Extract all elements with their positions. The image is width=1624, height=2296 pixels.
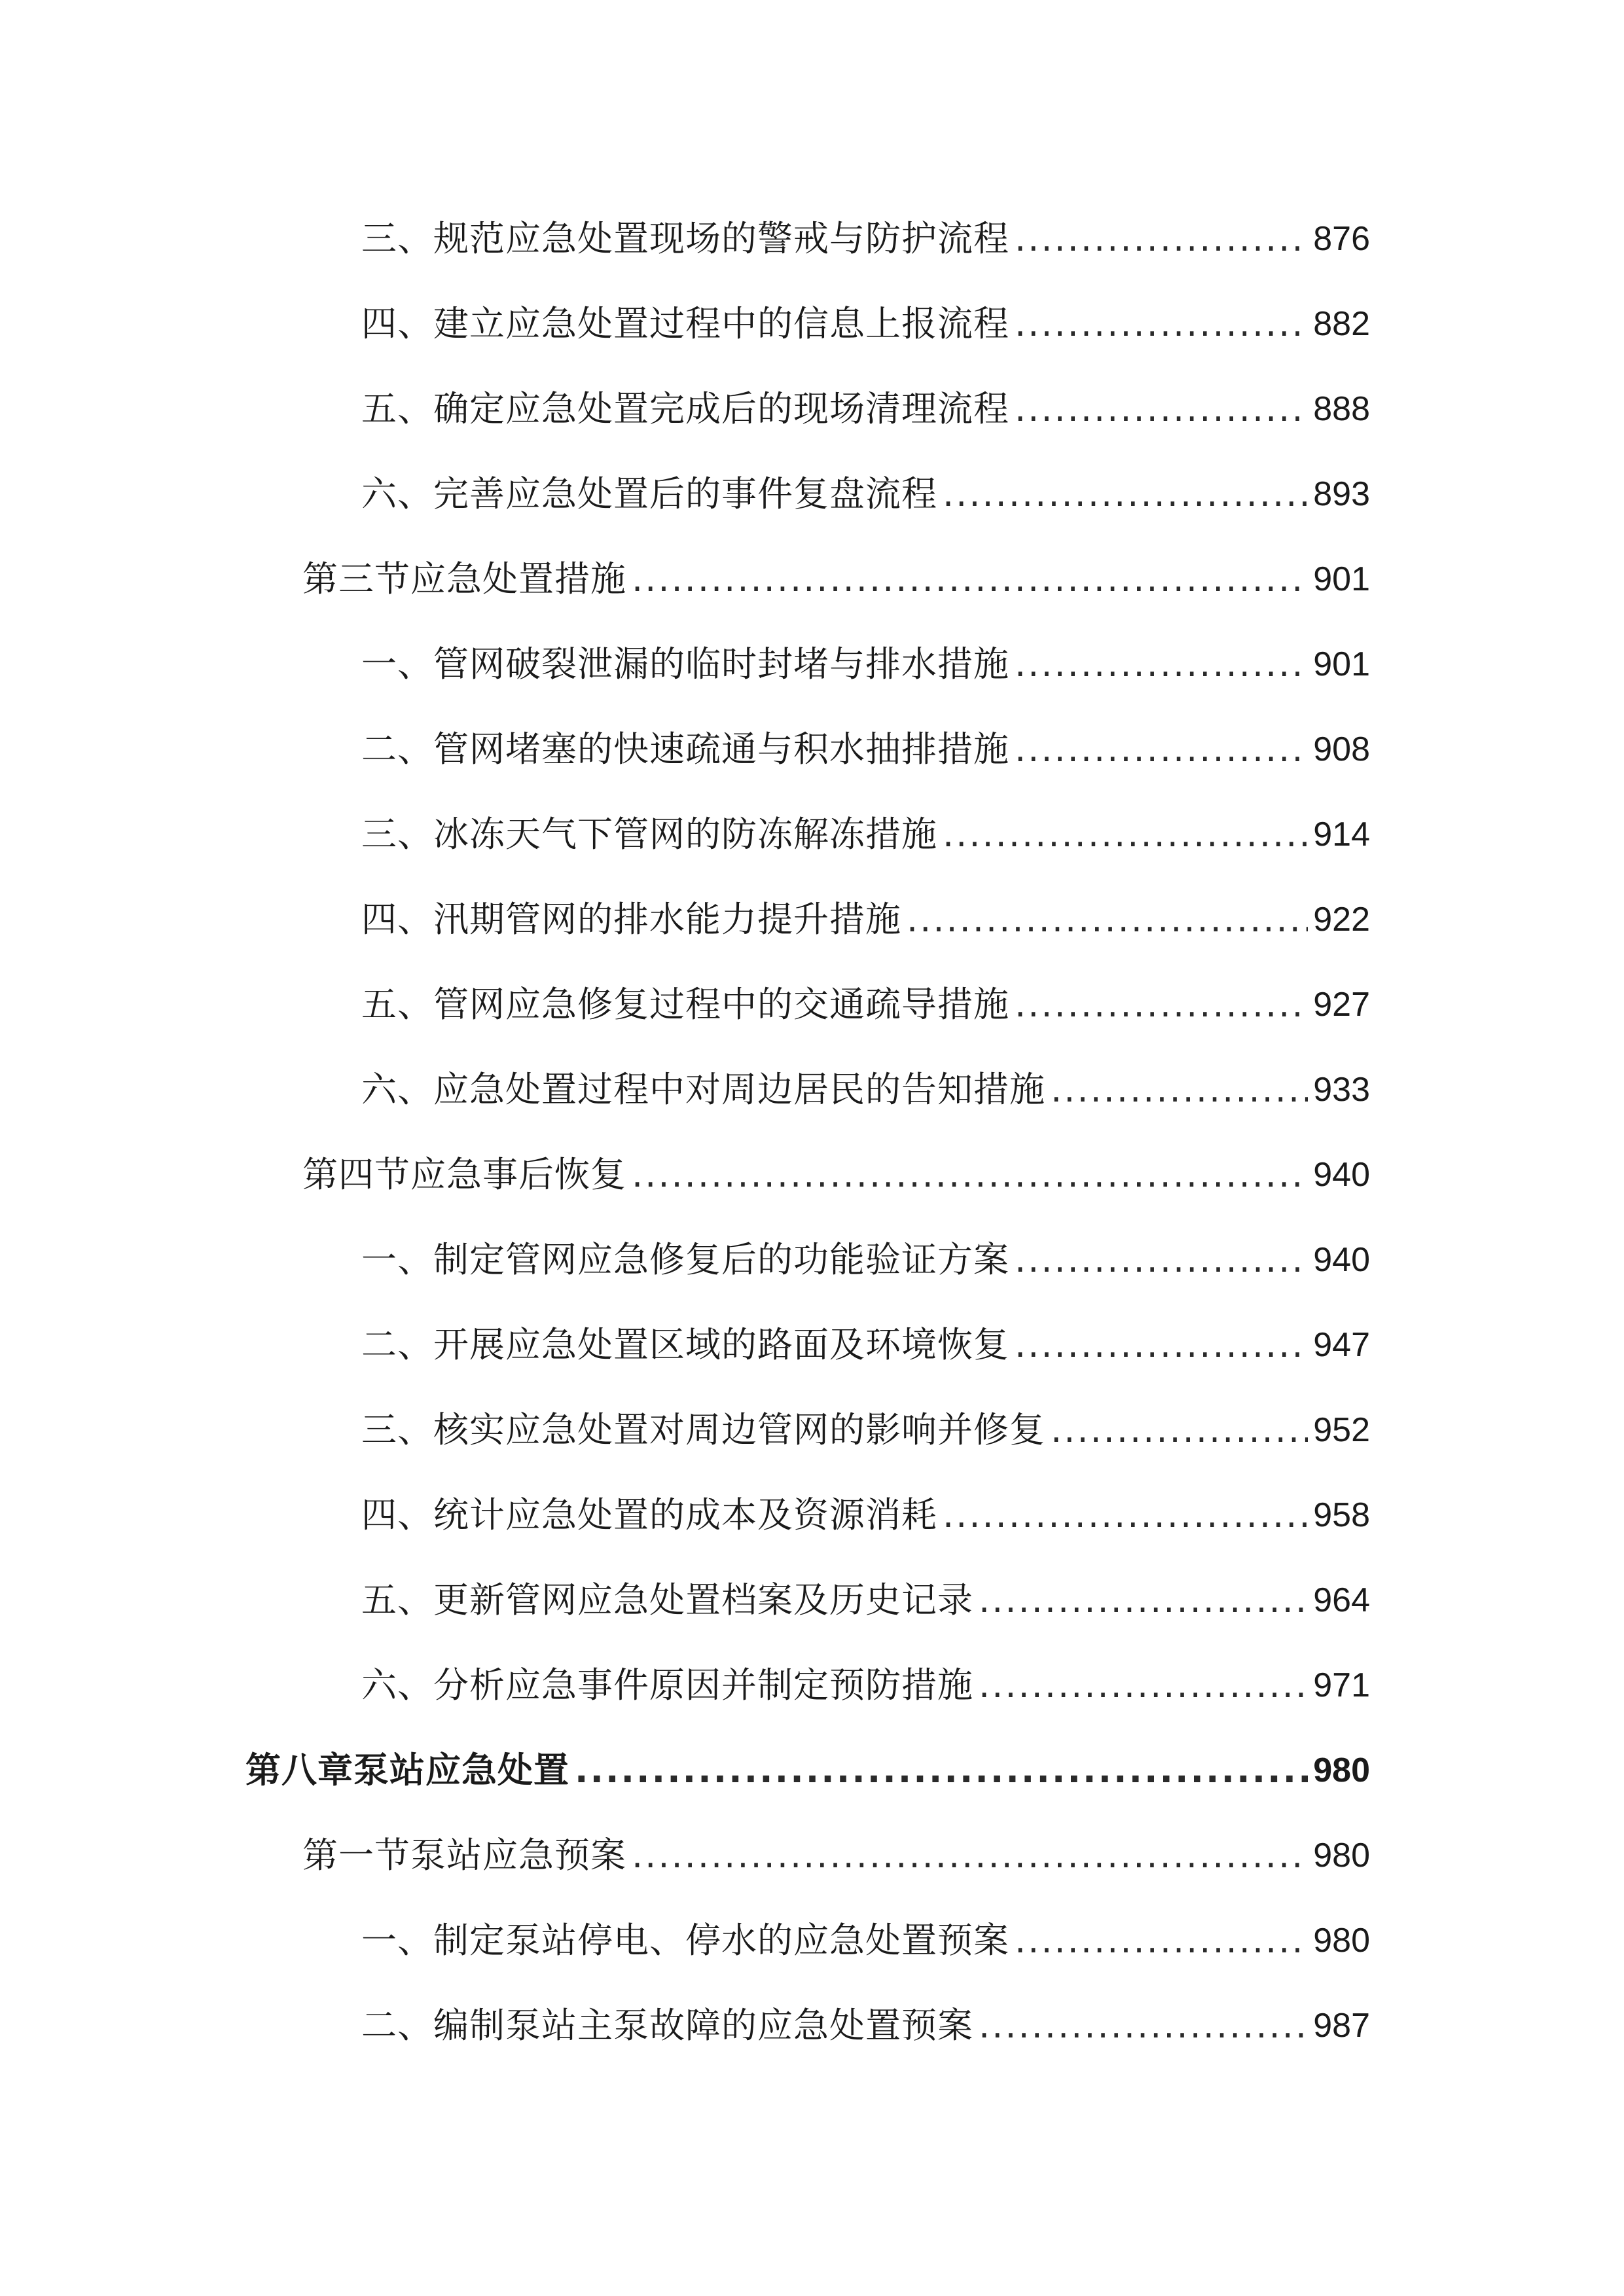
toc-dot-leader	[1015, 1242, 1308, 1278]
toc-dot-leader	[979, 2008, 1308, 2043]
toc-dot-leader	[1015, 647, 1308, 682]
toc-entry-title: 三、核实应急处置对周边管网的影响并修复	[361, 1409, 1045, 1450]
toc-dot-leader	[1015, 306, 1308, 342]
toc-subsection-entry[interactable]	[0, 1047, 1624, 1132]
toc-subsection-entry[interactable]	[0, 1898, 1624, 1983]
toc-section-entry[interactable]	[0, 1813, 1624, 1898]
toc-subsection-entry[interactable]	[0, 792, 1624, 877]
toc-subsection-entry[interactable]	[0, 1983, 1624, 2068]
toc-page-number: 980	[1313, 1837, 1370, 1874]
toc-page-number: 888	[1313, 390, 1370, 428]
toc-subsection-entry[interactable]	[0, 281, 1624, 367]
toc-chapter-entry[interactable]	[0, 1728, 1624, 1813]
toc-page-number: 933	[1313, 1071, 1370, 1109]
toc-page-number: 940	[1313, 1156, 1370, 1194]
table-of-contents	[0, 196, 1624, 2068]
toc-dot-leader	[943, 1498, 1308, 1533]
toc-entry-title: 一、制定泵站停电、停水的应急处置预案	[361, 1920, 1009, 1961]
toc-page-number: 980	[1313, 1751, 1370, 1789]
toc-page-number: 987	[1313, 2007, 1370, 2045]
toc-page-number: 971	[1313, 1666, 1370, 1704]
toc-dot-leader	[1015, 1327, 1308, 1363]
toc-entry-title: 二、管网堵塞的快速疏通与积水抽排措施	[361, 728, 1009, 770]
toc-subsection-entry[interactable]	[0, 1388, 1624, 1473]
toc-dot-leader	[1015, 221, 1308, 257]
toc-entry-title: 五、更新管网应急处置档案及历史记录	[361, 1579, 973, 1621]
toc-subsection-entry[interactable]	[0, 707, 1624, 792]
toc-dot-leader	[979, 1583, 1308, 1618]
toc-subsection-entry[interactable]	[0, 367, 1624, 452]
toc-entry-title: 六、分析应急事件原因并制定预防措施	[361, 1664, 973, 1706]
toc-dot-leader	[632, 562, 1308, 597]
toc-page-number: 940	[1313, 1241, 1370, 1279]
toc-subsection-entry[interactable]	[0, 1217, 1624, 1302]
toc-page-number: 947	[1313, 1326, 1370, 1364]
toc-dot-leader	[979, 1668, 1308, 1703]
toc-subsection-entry[interactable]	[0, 452, 1624, 537]
toc-dot-leader	[632, 1838, 1308, 1873]
toc-entry-title: 四、统计应急处置的成本及资源消耗	[361, 1494, 937, 1535]
toc-page-number: 893	[1313, 475, 1370, 513]
toc-entry-title: 第四节应急事后恢复	[302, 1154, 626, 1195]
toc-entry-title: 二、编制泵站主泵故障的应急处置预案	[361, 2005, 973, 2046]
toc-entry-title: 三、冰冻天气下管网的防冻解冻措施	[361, 814, 937, 855]
toc-entry-title: 第三节应急处置措施	[302, 558, 626, 600]
toc-entry-title: 一、管网破裂泄漏的临时封堵与排水措施	[361, 643, 1009, 685]
toc-entry-title: 一、制定管网应急修复后的功能验证方案	[361, 1239, 1009, 1280]
toc-subsection-entry[interactable]	[0, 877, 1624, 962]
toc-page-number: 882	[1313, 305, 1370, 343]
toc-entry-title: 三、规范应急处置现场的警戒与防护流程	[361, 218, 1009, 259]
toc-section-entry[interactable]	[0, 537, 1624, 622]
toc-page-number: 927	[1313, 986, 1370, 1024]
toc-subsection-entry[interactable]	[0, 196, 1624, 281]
toc-subsection-entry[interactable]	[0, 1643, 1624, 1728]
toc-page-number: 901	[1313, 645, 1370, 683]
toc-dot-leader	[943, 817, 1308, 852]
toc-subsection-entry[interactable]	[0, 1473, 1624, 1558]
toc-entry-title: 第一节泵站应急预案	[302, 1835, 626, 1876]
toc-page-number: 980	[1313, 1922, 1370, 1960]
toc-dot-leader	[575, 1753, 1308, 1788]
toc-entry-title: 二、开展应急处置区域的路面及环境恢复	[361, 1324, 1009, 1365]
toc-dot-leader	[1015, 987, 1308, 1022]
toc-entry-title: 五、确定应急处置完成后的现场清理流程	[361, 388, 1009, 429]
toc-dot-leader	[1015, 1923, 1308, 1958]
toc-page-number: 964	[1313, 1581, 1370, 1619]
toc-dot-leader	[632, 1157, 1308, 1193]
toc-page-number: 922	[1313, 901, 1370, 939]
toc-entry-title: 四、建立应急处置过程中的信息上报流程	[361, 303, 1009, 344]
toc-page-number: 952	[1313, 1411, 1370, 1449]
toc-dot-leader	[1015, 732, 1308, 767]
toc-entry-title: 四、汛期管网的排水能力提升措施	[361, 899, 901, 940]
toc-page-number: 901	[1313, 560, 1370, 598]
toc-page-number: 876	[1313, 220, 1370, 258]
toc-entry-title: 五、管网应急修复过程中的交通疏导措施	[361, 984, 1009, 1025]
toc-dot-leader	[1015, 391, 1308, 427]
toc-entry-title: 六、应急处置过程中对周边居民的告知措施	[361, 1069, 1045, 1110]
toc-entry-title: 六、完善应急处置后的事件复盘流程	[361, 473, 937, 514]
toc-section-entry[interactable]	[0, 1132, 1624, 1217]
toc-page-number: 914	[1313, 816, 1370, 853]
toc-dot-leader	[943, 476, 1308, 512]
toc-page-number: 958	[1313, 1496, 1370, 1534]
toc-subsection-entry[interactable]	[0, 1558, 1624, 1643]
toc-subsection-entry[interactable]	[0, 622, 1624, 707]
toc-page-number: 908	[1313, 730, 1370, 768]
toc-dot-leader	[1051, 1412, 1308, 1448]
toc-entry-title: 第八章泵站应急处置	[245, 1749, 569, 1791]
toc-dot-leader	[1051, 1072, 1308, 1107]
toc-subsection-entry[interactable]	[0, 962, 1624, 1047]
toc-subsection-entry[interactable]	[0, 1302, 1624, 1388]
toc-dot-leader	[907, 902, 1308, 937]
